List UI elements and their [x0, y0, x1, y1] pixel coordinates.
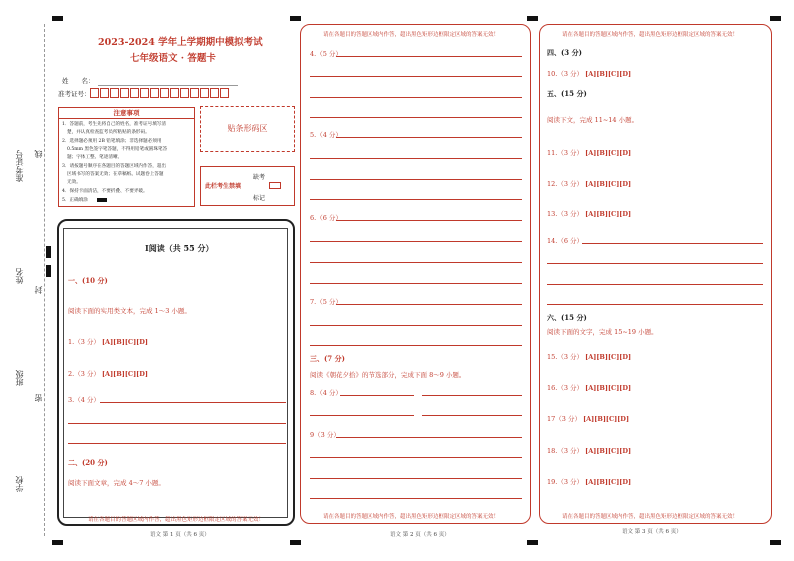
- section-title: 六、(15 分): [547, 313, 587, 322]
- answer-line[interactable]: [310, 241, 522, 242]
- answer-line[interactable]: [336, 56, 522, 57]
- id-field[interactable]: [90, 88, 240, 98]
- question-15[interactable]: 15.（3 分） [A][B][C][D]: [547, 353, 632, 361]
- answer-line[interactable]: [310, 415, 414, 416]
- answer-line[interactable]: [422, 395, 522, 396]
- question-4: 4.（5 分）: [310, 50, 342, 58]
- answer-line[interactable]: [310, 283, 522, 284]
- timing-mark: [527, 540, 538, 545]
- id-label: 准考证号：: [58, 90, 91, 98]
- page-number: 语文 第 2 页（共 6 页）: [390, 532, 450, 538]
- section-intro: 阅读下面的文字，完成 15~19 小题。: [547, 328, 658, 336]
- warning-text: 请在各题目的答题区域内作答，超出黑色矩形边框限定区域的答案无效！: [323, 32, 500, 38]
- question-3: 3.（4 分）: [68, 396, 100, 404]
- answer-line[interactable]: [310, 199, 522, 200]
- answer-line[interactable]: [310, 117, 522, 118]
- notice-item: 区域书写的答案无效；在草稿纸、试题卷上答题: [67, 172, 164, 177]
- absent-bottom: 标记: [253, 195, 266, 202]
- answer-line[interactable]: [310, 97, 522, 98]
- answer-line[interactable]: [582, 243, 763, 244]
- question-14: 14.（6 分）: [547, 237, 584, 245]
- absent-box: [200, 166, 295, 206]
- question-12[interactable]: 12.（3 分） [A][B][C][D]: [547, 180, 632, 188]
- notice-item: 2．选择题必须用 2B 铅笔填涂；非选择题必须用: [62, 139, 162, 144]
- question-10[interactable]: 10.（3 分） [A][B][C][D]: [547, 70, 632, 78]
- notice-item: 题；字体工整、笔迹清晰。: [67, 155, 123, 160]
- timing-mark: [46, 246, 51, 258]
- exam-subtitle: 七年级语文 · 答题卡: [130, 53, 216, 64]
- side-label-line: 线: [34, 150, 43, 158]
- question-19[interactable]: 19.（3 分） [A][B][C][D]: [547, 478, 632, 486]
- answer-line[interactable]: [310, 158, 522, 159]
- choice-options: [A][B][C][D]: [101, 370, 148, 378]
- question-5: 5.（4 分）: [310, 131, 342, 139]
- section-title: 一、(10 分): [68, 276, 108, 285]
- section-intro: 阅读《朝花夕拾》的节选部分，完成下面 8～9 小题。: [310, 371, 466, 379]
- answer-line[interactable]: [336, 137, 522, 138]
- page-number: 语文 第 1 页（共 6 页）: [150, 532, 210, 538]
- fill-sample-icon: [97, 198, 107, 202]
- answer-line[interactable]: [547, 284, 763, 285]
- timing-mark: [52, 540, 63, 545]
- name-label: 姓 名：: [62, 77, 95, 85]
- section-title: 五、(15 分): [547, 89, 587, 98]
- timing-mark: [290, 540, 301, 545]
- answer-line[interactable]: [422, 415, 522, 416]
- answer-line[interactable]: [336, 437, 522, 438]
- exam-title: 2023-2024 学年上学期期中模拟考试: [98, 37, 263, 48]
- question-7: 7.（5 分）: [310, 298, 342, 306]
- answer-line[interactable]: [310, 76, 522, 77]
- choice-options: [A][B][C][D]: [585, 447, 632, 455]
- question-2[interactable]: 2.（3 分） [A][B][C][D]: [68, 370, 148, 378]
- notice-item: 4．保持卡面清洁，不要折叠、不要弄破。: [62, 189, 148, 194]
- timing-mark: [770, 540, 781, 545]
- answer-line[interactable]: [68, 423, 286, 424]
- warning-text: 请在各题目的答题区域内作答，超出黑色矩形边框限定区域的答案无效！: [88, 517, 265, 523]
- choice-options: [A][B][C][D]: [585, 384, 632, 392]
- choice-options: [A][B][C][D]: [585, 149, 632, 157]
- answer-line[interactable]: [310, 179, 522, 180]
- question-16[interactable]: 16.（3 分） [A][B][C][D]: [547, 384, 632, 392]
- warning-text: 请在各题目的答题区域内作答，超出黑色矩形边框限定区域的答案无效！: [562, 514, 739, 520]
- notice-item: 无效。: [67, 180, 81, 185]
- answer-line[interactable]: [336, 304, 522, 305]
- answer-line[interactable]: [310, 457, 522, 458]
- absent-checkbox[interactable]: [269, 182, 281, 189]
- answer-line[interactable]: [100, 402, 286, 403]
- section-intro: 阅读下文，完成 11~14 小题。: [547, 116, 639, 124]
- notice-item: 0.5mm 黑色签字笔答题，不得用铅笔或圆珠笔答: [67, 147, 168, 152]
- section-intro: 阅读下面的实用类文本，完成 1～3 小题。: [68, 307, 191, 315]
- answer-line[interactable]: [310, 498, 522, 499]
- notice-item: 1．答题前，考生先将自己的姓名，准考证号填写清: [62, 122, 166, 127]
- absent-top: 缺考: [253, 174, 266, 181]
- answer-line[interactable]: [68, 443, 286, 444]
- barcode-area: [200, 106, 295, 152]
- timing-mark: [527, 16, 538, 21]
- answer-line[interactable]: [310, 345, 522, 346]
- timing-mark: [290, 16, 301, 21]
- question-6: 6.（6 分）: [310, 214, 342, 222]
- timing-mark: [770, 16, 781, 21]
- side-label-school: 学校: [15, 476, 24, 492]
- notice-item: 5．正确填涂: [62, 198, 88, 203]
- choice-options: [A][B][C][D]: [585, 70, 632, 78]
- answer-panel-2: [300, 24, 531, 524]
- side-label-name: 姓名: [15, 268, 24, 284]
- warning-text: 请在各题目的答题区域内作答，超出黑色矩形边框限定区域的答案无效！: [323, 514, 500, 520]
- choice-options: [A][B][C][D]: [101, 338, 148, 346]
- answer-line[interactable]: [310, 262, 522, 263]
- notice-box: [58, 107, 195, 207]
- question-17[interactable]: 17（3 分） [A][B][C][D]: [547, 415, 630, 423]
- section-title: 三、(7 分): [310, 354, 345, 363]
- question-8: 8.（4 分）: [310, 389, 342, 397]
- answer-line[interactable]: [547, 304, 763, 305]
- absent-label: 此栏考生禁填: [205, 183, 242, 190]
- answer-line[interactable]: [310, 325, 522, 326]
- choice-options: [A][B][C][D]: [583, 415, 630, 423]
- section-title: 二、(20 分): [68, 458, 108, 467]
- question-11[interactable]: 11.（3 分） [A][B][C][D]: [547, 149, 632, 157]
- part-title: Ⅰ阅读（共 55 分）: [145, 243, 214, 253]
- binding-line: [44, 24, 45, 536]
- answer-line[interactable]: [340, 395, 414, 396]
- question-9: 9（3 分）: [310, 431, 340, 439]
- side-label-secret: 密: [34, 394, 43, 402]
- side-label-id: 准考证号: [15, 150, 24, 182]
- choice-options: [A][B][C][D]: [585, 353, 632, 361]
- choice-options: [A][B][C][D]: [585, 478, 632, 486]
- side-label-class: 班级: [15, 370, 24, 386]
- choice-options: [A][B][C][D]: [585, 180, 632, 188]
- name-field[interactable]: [98, 85, 238, 86]
- timing-mark: [52, 16, 63, 21]
- section-intro: 阅读下面文章，完成 4～7 小题。: [68, 479, 165, 487]
- timing-mark: [46, 265, 51, 277]
- question-13[interactable]: 13.（3 分） [A][B][C][D]: [547, 210, 632, 218]
- answer-line[interactable]: [310, 478, 522, 479]
- notice-item: 楚，并认真检查监考员所粘贴的条形码。: [67, 130, 150, 135]
- question-1[interactable]: 1.（3 分） [A][B][C][D]: [68, 338, 148, 346]
- answer-line[interactable]: [547, 263, 763, 264]
- barcode-label: 贴条形码区: [227, 124, 268, 133]
- section-title: 四、(3 分): [547, 48, 582, 57]
- answer-line[interactable]: [336, 220, 522, 221]
- choice-options: [A][B][C][D]: [585, 210, 632, 218]
- page-number: 语文 第 3 页（共 6 页）: [622, 529, 682, 535]
- warning-text: 请在各题目的答题区域内作答，超出黑色矩形边框限定区域的答案无效！: [562, 32, 739, 38]
- question-18[interactable]: 18.（3 分） [A][B][C][D]: [547, 447, 632, 455]
- notice-title: 注意事项: [59, 108, 194, 119]
- notice-item: 3．请按题号顺序在各题目的答题区域内作答，超出: [62, 164, 166, 169]
- side-label-seal: 封: [34, 286, 43, 294]
